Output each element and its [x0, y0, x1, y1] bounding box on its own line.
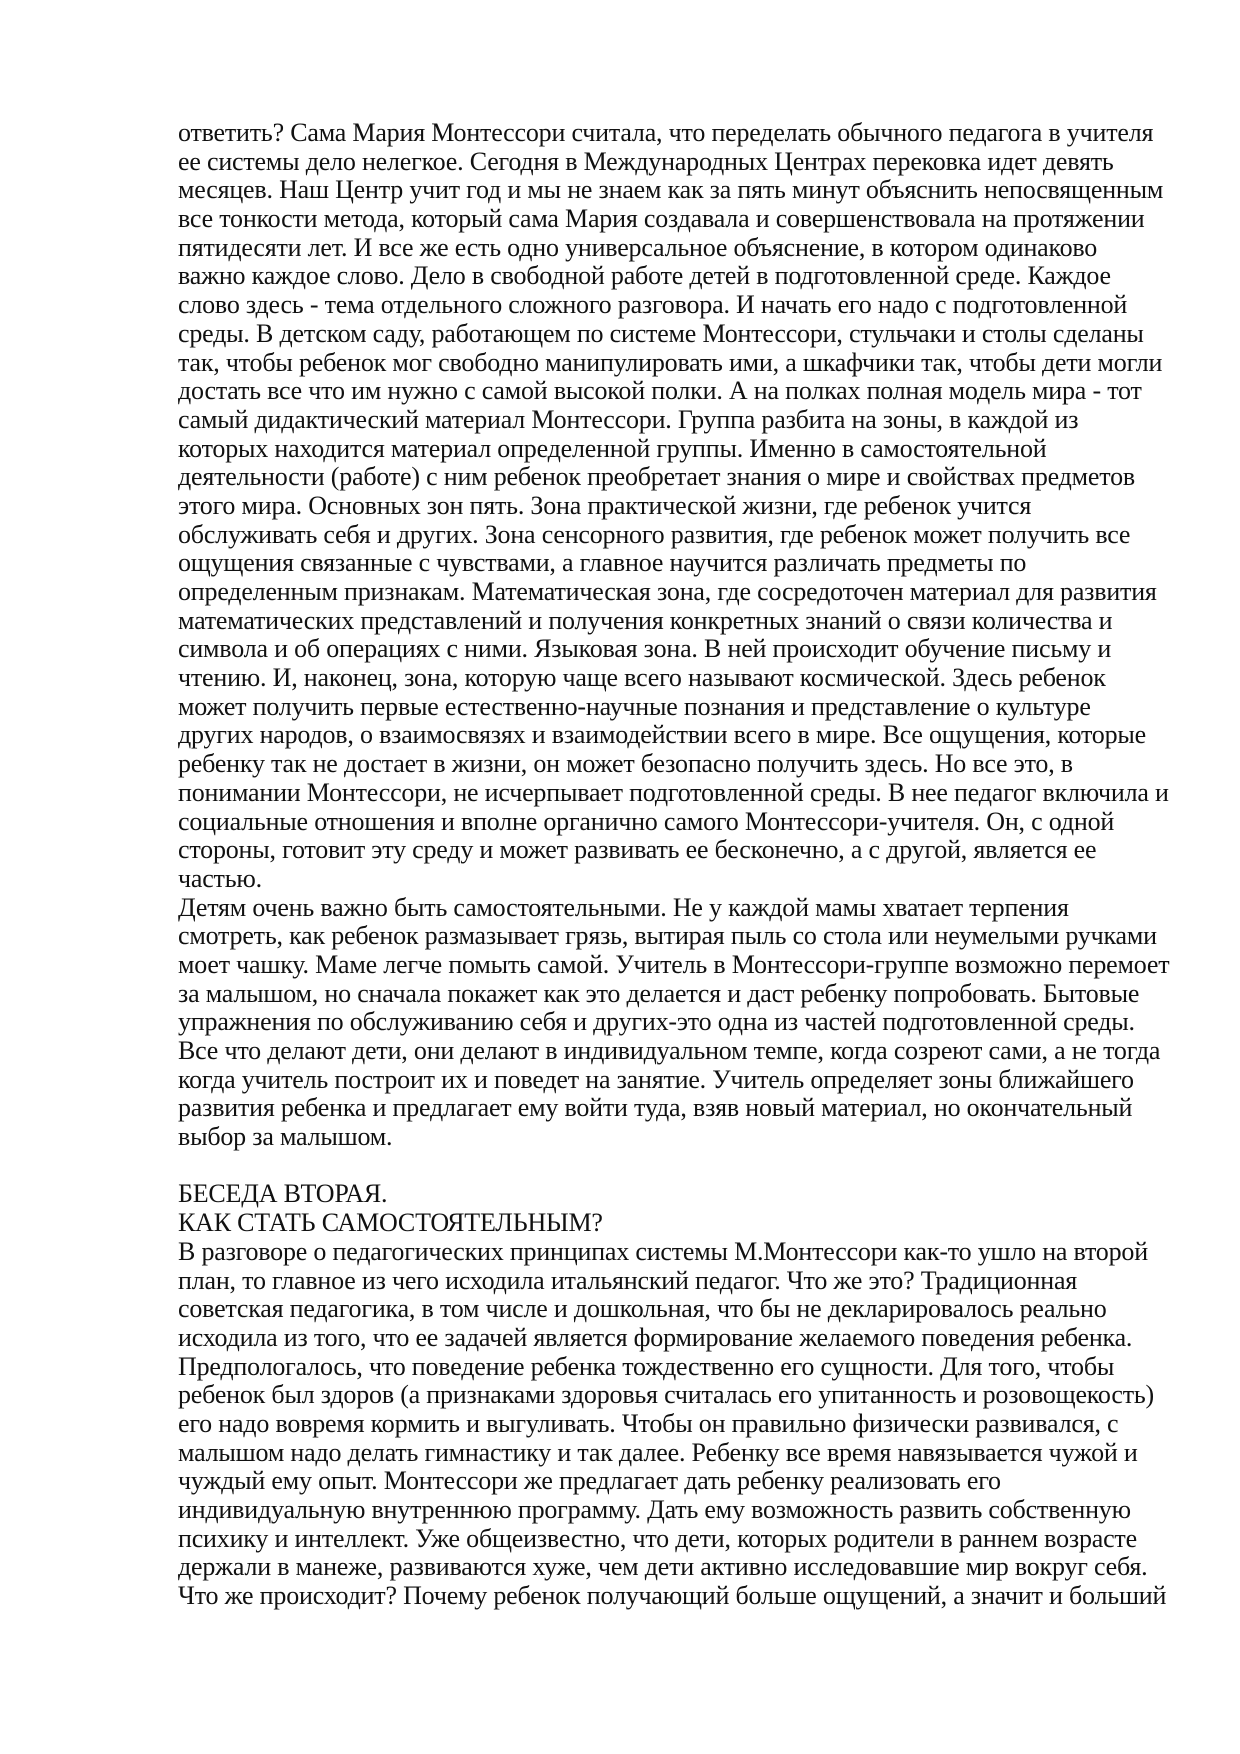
heading-line-title: КАК СТАТЬ САМОСТОЯТЕЛЬНЫМ?: [178, 1208, 603, 1238]
text-line: выбор за малышом.: [178, 1122, 393, 1152]
text-line: которых находится материал определенной группы. Именно в самостоятельной: [178, 433, 1047, 463]
text-line: Что же происходит? Почему ребенок получающий больше ощущений, а значит и больший: [178, 1581, 1167, 1611]
text-line: ощущения связанные с чувствами, а главное научится различать предметы по: [178, 548, 1027, 578]
text-line: деятельности (работе) с ним ребенок преобретает знания о мире и свойствах предметов: [178, 462, 1135, 492]
text-line: слово здесь - тема отдельного сложного разговора. И начать его надо с подготовленной: [178, 290, 1128, 320]
paragraph-zones: [178, 119, 1178, 894]
text-line: этого мира. Основных зон пять. Зона практической жизни, где ребенок учится: [178, 490, 1032, 520]
blank-line: [178, 1152, 1178, 1181]
text-line: так, чтобы ребенок мог свободно манипулировать ими, а шкафчики так, чтобы дети могли: [178, 347, 1163, 377]
text-line: план, то главное из чего исходила итальянский педагог. Что же это? Традиционная: [178, 1265, 1078, 1295]
paragraph-independence: [178, 894, 1178, 1152]
text-line: чтению. И, наконец, зона, которую чаще всего называют космической. Здесь ребенок: [178, 663, 1106, 693]
text-line: психику и интеллект. Уже общеизвестно, что дети, которых родители в раннем возрасте: [178, 1523, 1137, 1553]
text-line: развития ребенка и предлагает ему войти туда, взяв новый материал, но окончательный: [178, 1093, 1133, 1123]
text-line: смотреть, как ребенок размазывает грязь, вытирая пыль со стола или неумелыми ручками: [178, 921, 1157, 951]
text-line: индивидуальную внутреннюю программу. Дать ему возможность развить собственную: [178, 1495, 1131, 1524]
text-line: Предпологалось, что поведение ребенка тождественно его сущности. Для того, чтобы: [178, 1351, 1115, 1381]
text-line: когда учитель построит их и поведет на занятие. Учитель определяет зоны ближайшего: [178, 1064, 1134, 1094]
text-line: В разговоре о педагогических принципах системы М.Монтессори как-то ушло на второй: [178, 1236, 1148, 1266]
text-line: моет чашку. Маме легче помыть самой. Учитель в Монтессори-группе возможно перемоет: [178, 949, 1170, 979]
text-line: все тонкости метода, который сама Мария создавала и совершенствовала на протяжении: [178, 204, 1145, 234]
paragraph-principles: [178, 1238, 1178, 1611]
text-line: среды. В детском саду, работающем по системе Монтессори, стульчаки и столы сделаны: [178, 318, 1144, 348]
text-line: упражнения по обслуживанию себя и других-это одна из частей подготовленной среды.: [178, 1007, 1135, 1037]
text-line: стороны, готовит эту среду и может развивать ее бесконечно, а с другой, является ее: [178, 835, 1097, 865]
text-line: за малышом, но сначала покажет как это делается и даст ребенку попробовать. Бытовые: [178, 978, 1140, 1008]
text-line: важно каждое слово. Дело в свободной работе детей в подготовленной среде. Каждое: [178, 261, 1111, 291]
text-line: исходила из того, что ее задачей является формирование желаемого поведения ребенка.: [178, 1322, 1133, 1352]
text-line: может получить первые естественно-научные познания и представление о культуре: [178, 691, 1091, 721]
text-line: социальные отношения и вполне органично самого Монтессори-учителя. Он, с одной: [178, 806, 1115, 836]
text-line: обслуживать себя и других. Зона сенсорного развития, где ребенок может получить все: [178, 519, 1131, 549]
text-line: держали в манеже, развиваются хуже, чем дети активно исследовавшие мир вокруг себя.: [178, 1552, 1148, 1582]
text-line: советская педагогика, в том числе и дошкольная, что бы не декларировалось реально: [178, 1294, 1107, 1324]
text-line: самый дидактический материал Монтессори. Группа разбита на зоны, в каждой из: [178, 404, 1079, 434]
text-line: месяцев. Наш Центр учит год и мы не знаем как за пять минут объяснить непосвященным: [178, 175, 1164, 205]
heading-line-conversation: БЕСЕДА ВТОРАЯ.: [178, 1179, 388, 1209]
text-line: ребенку так не достает в жизни, он может безопасно получить здесь. Но все это, в: [178, 749, 1073, 779]
text-line: ее системы дело нелегкое. Сегодня в Международных Центрах перековка идет девять: [178, 146, 1114, 176]
text-line: символа и об операциях с ними. Языковая зона. В ней происходит обучение письму и: [178, 634, 1112, 664]
text-line: ребенок был здоров (а признаками здоровья считалась его упитанность и розовощекость): [178, 1380, 1154, 1410]
text-line: ответить? Сама Мария Монтессори считала, что переделать обычного педагога в учителя: [178, 118, 1154, 147]
text-line: частью.: [178, 863, 262, 893]
text-line: пятидесяти лет. И все же есть одно универсальное объяснение, в котором одинаково: [178, 232, 1098, 262]
document-page: [178, 119, 1178, 1611]
text-line: малышом надо делать гимнастику и так далее. Ребенку все время навязывается чужой и: [178, 1437, 1138, 1467]
text-line: его надо вовремя кормить и выгуливать. Чтобы он правильно физически развивался, с: [178, 1408, 1119, 1438]
text-line: математических представлений и получения конкретных знаний о связи количества и: [178, 605, 1113, 635]
text-line: достать все что им нужно с самой высокой полки. А на полках полная модель мира - тот: [178, 376, 1142, 406]
text-line: Детям очень важно быть самостоятельными. Не у каждой мамы хватает терпения: [178, 892, 1069, 922]
text-line: других народов, о взаимосвязях и взаимодействии всего в мире. Все ощущения, которые: [178, 720, 1146, 750]
text-line: чуждый ему опыт. Монтессори же предлагает дать ребенку реализовать его: [178, 1466, 1001, 1496]
text-line: понимании Монтессори, не исчерпывает подготовленной среды. В нее педагог включила и: [178, 777, 1169, 807]
section-heading: [178, 1180, 1178, 1237]
text-line: определенным признакам. Математическая зона, где сосредоточен материал для развития: [178, 577, 1157, 606]
text-line: Все что делают дети, они делают в индивидуальном темпе, когда созреют сами, а не тогда: [178, 1036, 1161, 1065]
